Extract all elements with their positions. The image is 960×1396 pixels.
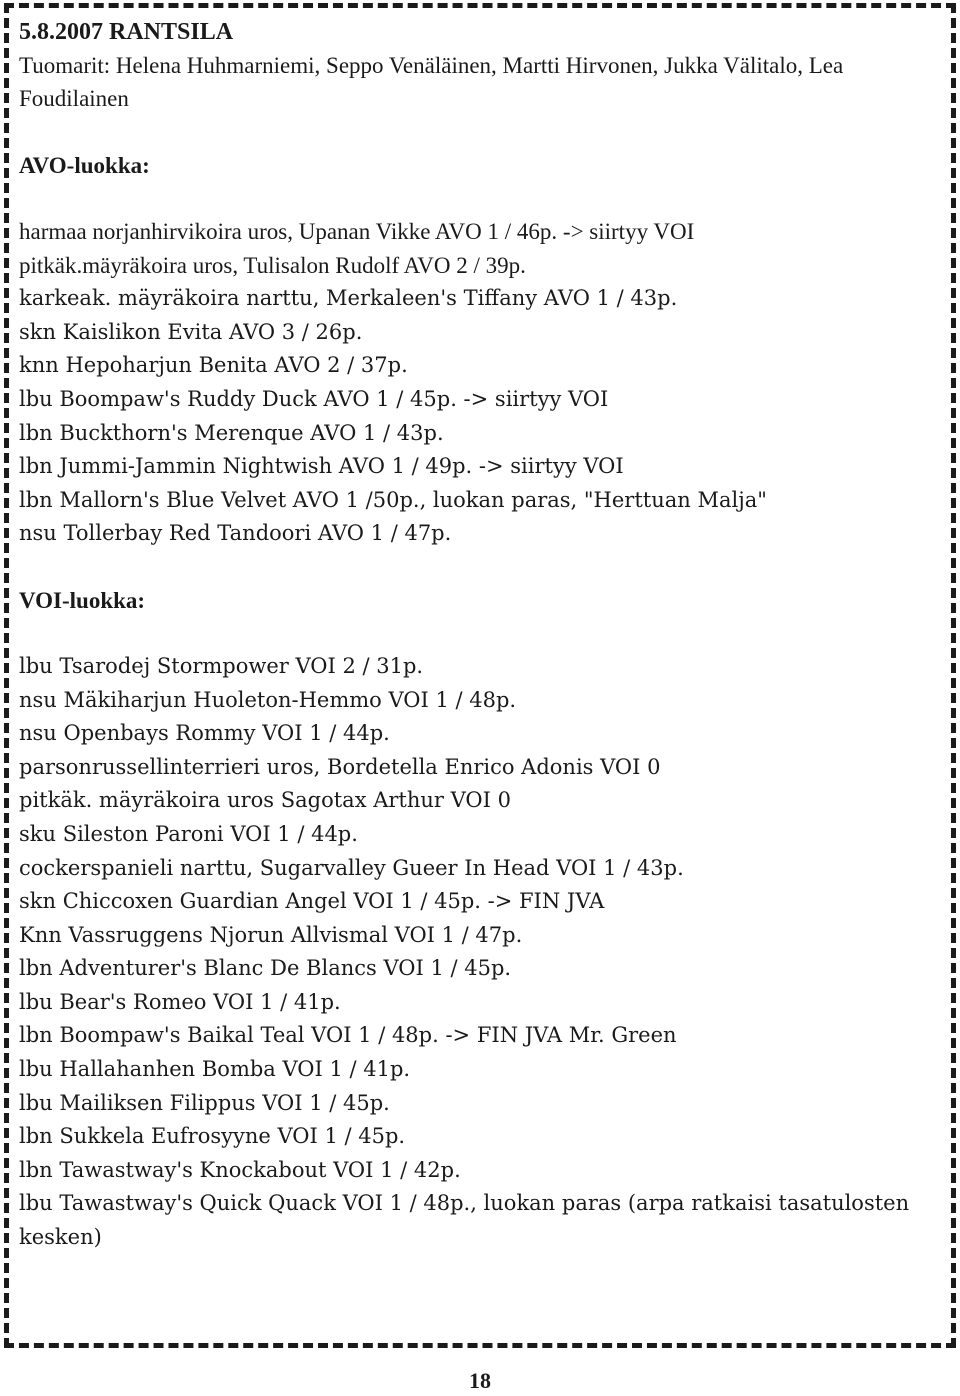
result-entry: lbu Mailiksen Filippus VOI 1 / 45p. [19,1090,390,1115]
result-entry: lbu Tawastway's Quick Quack VOI 1 / 48p., luokan paras (arpa ratkaisi tasatulosten kesken) [19,1191,910,1250]
result-entry: lbn Sukkela Eufrosyyne VOI 1 / 45p. [19,1124,406,1149]
result-entry: cockerspanieli narttu, Sugarvalley Gueer In Head VOI 1 / 43p. [19,855,684,880]
result-entry: karkeak. mäyräkoira narttu, Merkaleen's Tiffany AVO 1 / 43p. [19,286,678,311]
voi-entry-list [19,650,944,1255]
avo-entry-list [19,215,944,551]
result-entry: nsu Openbays Rommy VOI 1 / 44p. [19,721,390,746]
result-entry: lbn Boompaw's Baikal Teal VOI 1 / 48p. -> FIN JVA Mr. Green [19,1023,677,1048]
result-entry: lbu Hallahanhen Bomba VOI 1 / 41p. [19,1057,411,1082]
result-entry: lbu Boompaw's Ruddy Duck AVO 1 / 45p. -> siirtyy VOI [19,386,609,411]
result-entry: knn Hepoharjun Benita AVO 2 / 37p. [19,353,408,378]
result-entry: parsonrussellinterrieri uros, Bordetella Enrico Adonis VOI 0 [19,754,661,779]
event-heading: 5.8.2007 RANTSILA [19,19,234,45]
judges-line: Tuomarit: Helena Huhmarniemi, Seppo Venäläinen, Martti Hirvonen, Jukka Välitalo, Lea Foudilainen [19,53,844,111]
voi-class-title: VOI-luokka: [19,587,146,613]
result-entry: skn Chiccoxen Guardian Angel VOI 1 / 45p. -> FIN JVA [19,889,605,914]
result-entry: lbn Adventurer's Blanc De Blancs VOI 1 / 45p. [19,956,512,981]
result-entry: skn Kaislikon Evita AVO 3 / 26p. [19,319,363,344]
results-content [19,16,944,1255]
result-entry: Knn Vassruggens Njorun Allvismal VOI 1 / 47p. [19,922,523,947]
result-entry: lbn Mallorn's Blue Velvet AVO 1 /50p., luokan paras, "Herttuan Malja" [19,487,767,512]
result-entry: lbn Jummi-Jammin Nightwish AVO 1 / 49p. -> siirtyy VOI [19,454,624,479]
page-number: 18 [469,1368,491,1393]
result-entry: nsu Mäkiharjun Huoleton-Hemmo VOI 1 / 48p. [19,687,517,712]
result-entry: pitkäk.mäyräkoira uros, Tulisalon Rudolf AVO 2 / 39p. [19,252,526,278]
result-entry: harmaa norjanhirvikoira uros, Upanan Vikke AVO 1 / 46p. -> siirtyy VOI [19,219,695,244]
result-entry: lbu Bear's Romeo VOI 1 / 41p. [19,989,341,1014]
result-entry: lbn Buckthorn's Merenque AVO 1 / 43p. [19,420,444,445]
result-entry: lbn Tawastway's Knockabout VOI 1 / 42p. [19,1157,461,1182]
result-entry: sku Sileston Paroni VOI 1 / 44p. [19,821,358,846]
avo-class-title: AVO-luokka: [19,153,150,178]
result-entry: nsu Tollerbay Red Tandoori AVO 1 / 47p. [19,521,452,546]
result-entry: lbu Tsarodej Stormpower VOI 2 / 31p. [19,653,424,678]
result-entry: pitkäk. mäyräkoira uros Sagotax Arthur VOI 0 [19,788,511,813]
